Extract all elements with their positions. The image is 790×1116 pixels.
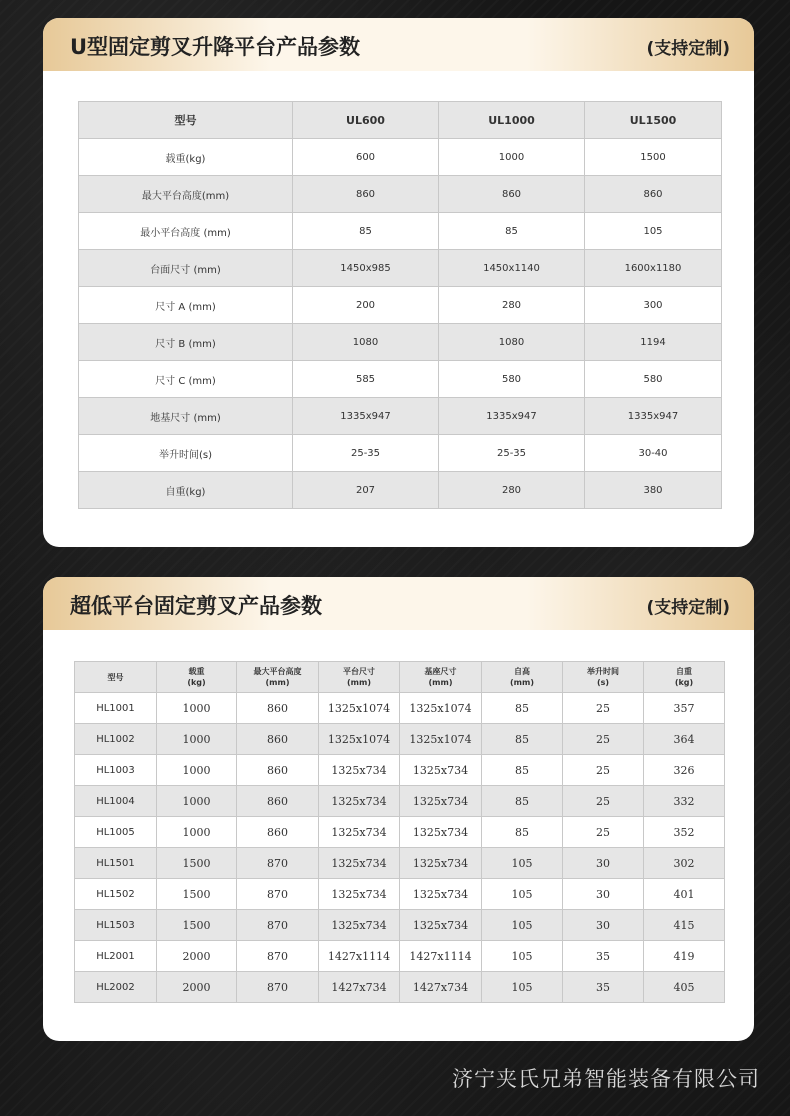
row-label-cell: 最大平台高度(mm) [79,176,293,213]
card-title: 超低平台固定剪叉产品参数 [70,594,322,618]
column-header-unit: (mm) [510,678,534,687]
column-header [75,662,157,693]
value-cell: 1600x1180 [585,250,722,287]
value-cell: 1325x734 [400,817,482,848]
column-header-label: 自重 [676,667,692,676]
value-cell: 326 [644,755,725,786]
row-label-cell: 举升时间(s) [79,435,293,472]
column-header-label: 基座尺寸 [424,667,457,676]
row-label-cell: 尺寸 C (mm) [79,361,293,398]
value-cell: 105 [482,910,563,941]
table-row [79,176,722,213]
table-row [79,435,722,472]
row-label-cell: 载重(kg) [79,139,293,176]
column-header-label: 载重 [188,667,205,676]
value-cell: 600 [293,139,439,176]
value-cell: 300 [585,287,722,324]
value-cell: 25-35 [439,435,585,472]
column-header: UL600 [293,102,439,139]
value-cell: 2000 [157,941,237,972]
table-row [75,724,725,755]
value-cell: 1194 [585,324,722,361]
value-cell: 1325x734 [400,879,482,910]
column-header-label: 自高 [514,667,530,676]
value-cell: 25 [563,817,644,848]
column-header [157,662,237,693]
value-cell: 35 [563,972,644,1003]
table-row [75,941,725,972]
value-cell: 1000 [439,139,585,176]
table-row [79,324,722,361]
customizable-tag: (支持定制) [646,598,730,618]
table-row [75,879,725,910]
value-cell: 860 [237,724,319,755]
table-row [79,287,722,324]
value-cell: 380 [585,472,722,509]
value-cell: 860 [293,176,439,213]
low-profile-spec-table [74,661,725,1003]
value-cell: 1000 [157,693,237,724]
value-cell: 25 [563,786,644,817]
row-label-cell: 尺寸 A (mm) [79,287,293,324]
value-cell: 870 [237,941,319,972]
column-header [237,662,319,693]
value-cell: 85 [482,786,563,817]
column-header: UL1000 [439,102,585,139]
value-cell: 415 [644,910,725,941]
table-row [79,213,722,250]
table-row [79,361,722,398]
value-cell: 1500 [157,910,237,941]
value-cell: 30 [563,848,644,879]
table-row [75,848,725,879]
value-cell: 860 [237,755,319,786]
value-cell: 580 [585,361,722,398]
column-header-unit: (mm) [347,678,371,687]
model-cell: HL1001 [75,693,157,724]
u-type-spec-table [78,101,722,509]
column-header-label: 平台尺寸 [343,667,375,676]
table-row [75,755,725,786]
table-row [79,472,722,509]
row-label-cell: 自重(kg) [79,472,293,509]
model-cell: HL2002 [75,972,157,1003]
column-header [563,662,644,693]
value-cell: 870 [237,848,319,879]
value-cell: 1500 [585,139,722,176]
value-cell: 25 [563,724,644,755]
value-cell: 419 [644,941,725,972]
value-cell: 332 [644,786,725,817]
column-header: 型号 [79,102,293,139]
value-cell: 1080 [439,324,585,361]
model-cell: HL1002 [75,724,157,755]
column-header-label: 最大平台高度 [253,667,302,676]
column-header-unit: (s) [596,678,610,687]
value-cell: 401 [644,879,725,910]
value-cell: 1000 [157,786,237,817]
value-cell: 25 [563,755,644,786]
value-cell: 1325x734 [319,786,400,817]
column-header-label: 举升时间 [587,667,619,676]
column-header-unit: (mm) [265,678,290,687]
card-header [43,18,754,71]
value-cell: 30 [563,879,644,910]
value-cell: 105 [482,972,563,1003]
value-cell: 1427x734 [319,972,400,1003]
value-cell: 1500 [157,879,237,910]
value-cell: 405 [644,972,725,1003]
column-header [482,662,563,693]
value-cell: 585 [293,361,439,398]
column-header-unit: (kg) [187,678,206,687]
column-header [400,662,482,693]
value-cell: 280 [439,472,585,509]
model-cell: HL1502 [75,879,157,910]
value-cell: 1080 [293,324,439,361]
value-cell: 364 [644,724,725,755]
value-cell: 207 [293,472,439,509]
value-cell: 1335x947 [585,398,722,435]
column-header-unit: (kg) [674,678,694,687]
value-cell: 1335x947 [439,398,585,435]
model-cell: HL1004 [75,786,157,817]
table-row [75,817,725,848]
value-cell: 1325x734 [319,910,400,941]
value-cell: 1325x734 [319,817,400,848]
value-cell: 860 [585,176,722,213]
model-cell: HL1003 [75,755,157,786]
value-cell: 870 [237,910,319,941]
value-cell: 1325x734 [319,879,400,910]
value-cell: 580 [439,361,585,398]
column-header [644,662,725,693]
table-row [79,398,722,435]
value-cell: 1325x1074 [400,724,482,755]
company-name: 济宁夹氏兄弟智能装备有限公司 [452,1067,760,1091]
table-row [75,910,725,941]
value-cell: 1450x1140 [439,250,585,287]
value-cell: 105 [482,879,563,910]
value-cell: 1325x734 [400,786,482,817]
row-label-cell: 尺寸 B (mm) [79,324,293,361]
value-cell: 25 [563,693,644,724]
value-cell: 30 [563,910,644,941]
value-cell: 2000 [157,972,237,1003]
table-row [75,786,725,817]
card-header [43,577,754,630]
table-row [75,693,725,724]
table-row [75,972,725,1003]
value-cell: 85 [293,213,439,250]
value-cell: 860 [237,693,319,724]
value-cell: 352 [644,817,725,848]
row-label-cell: 台面尺寸 (mm) [79,250,293,287]
value-cell: 1325x734 [400,910,482,941]
value-cell: 1325x1074 [400,693,482,724]
value-cell: 1000 [157,817,237,848]
value-cell: 35 [563,941,644,972]
value-cell: 85 [482,724,563,755]
model-cell: HL1503 [75,910,157,941]
column-header-label: 型号 [107,672,124,682]
column-header-unit: (mm) [428,678,453,687]
value-cell: 30-40 [585,435,722,472]
value-cell: 1450x985 [293,250,439,287]
value-cell: 870 [237,879,319,910]
value-cell: 860 [237,817,319,848]
value-cell: 1000 [157,724,237,755]
value-cell: 1427x1114 [319,941,400,972]
value-cell: 1427x1114 [400,941,482,972]
table-row [79,250,722,287]
column-header: UL1500 [585,102,722,139]
model-cell: HL2001 [75,941,157,972]
card-title: U型固定剪叉升降平台产品参数 [70,35,361,59]
value-cell: 280 [439,287,585,324]
value-cell: 1325x734 [319,755,400,786]
value-cell: 85 [439,213,585,250]
u-type-spec-card [43,18,754,547]
model-cell: HL1501 [75,848,157,879]
table-header-row [79,102,722,139]
value-cell: 85 [482,693,563,724]
value-cell: 85 [482,817,563,848]
row-label-cell: 最小平台高度 (mm) [79,213,293,250]
value-cell: 105 [482,941,563,972]
value-cell: 1335x947 [293,398,439,435]
low-profile-spec-card [43,577,754,1041]
value-cell: 105 [585,213,722,250]
table-header-row [75,662,725,693]
row-label-cell: 地基尺寸 (mm) [79,398,293,435]
value-cell: 85 [482,755,563,786]
value-cell: 870 [237,972,319,1003]
column-header [319,662,400,693]
table-row [79,139,722,176]
value-cell: 860 [237,786,319,817]
customizable-tag: (支持定制) [646,39,730,59]
value-cell: 357 [644,693,725,724]
value-cell: 860 [439,176,585,213]
value-cell: 1325x734 [400,755,482,786]
value-cell: 302 [644,848,725,879]
value-cell: 1325x1074 [319,693,400,724]
value-cell: 1325x734 [319,848,400,879]
value-cell: 1427x734 [400,972,482,1003]
model-cell: HL1005 [75,817,157,848]
value-cell: 1000 [157,755,237,786]
value-cell: 1325x1074 [319,724,400,755]
value-cell: 1500 [157,848,237,879]
value-cell: 200 [293,287,439,324]
value-cell: 105 [482,848,563,879]
value-cell: 25-35 [293,435,439,472]
value-cell: 1325x734 [400,848,482,879]
